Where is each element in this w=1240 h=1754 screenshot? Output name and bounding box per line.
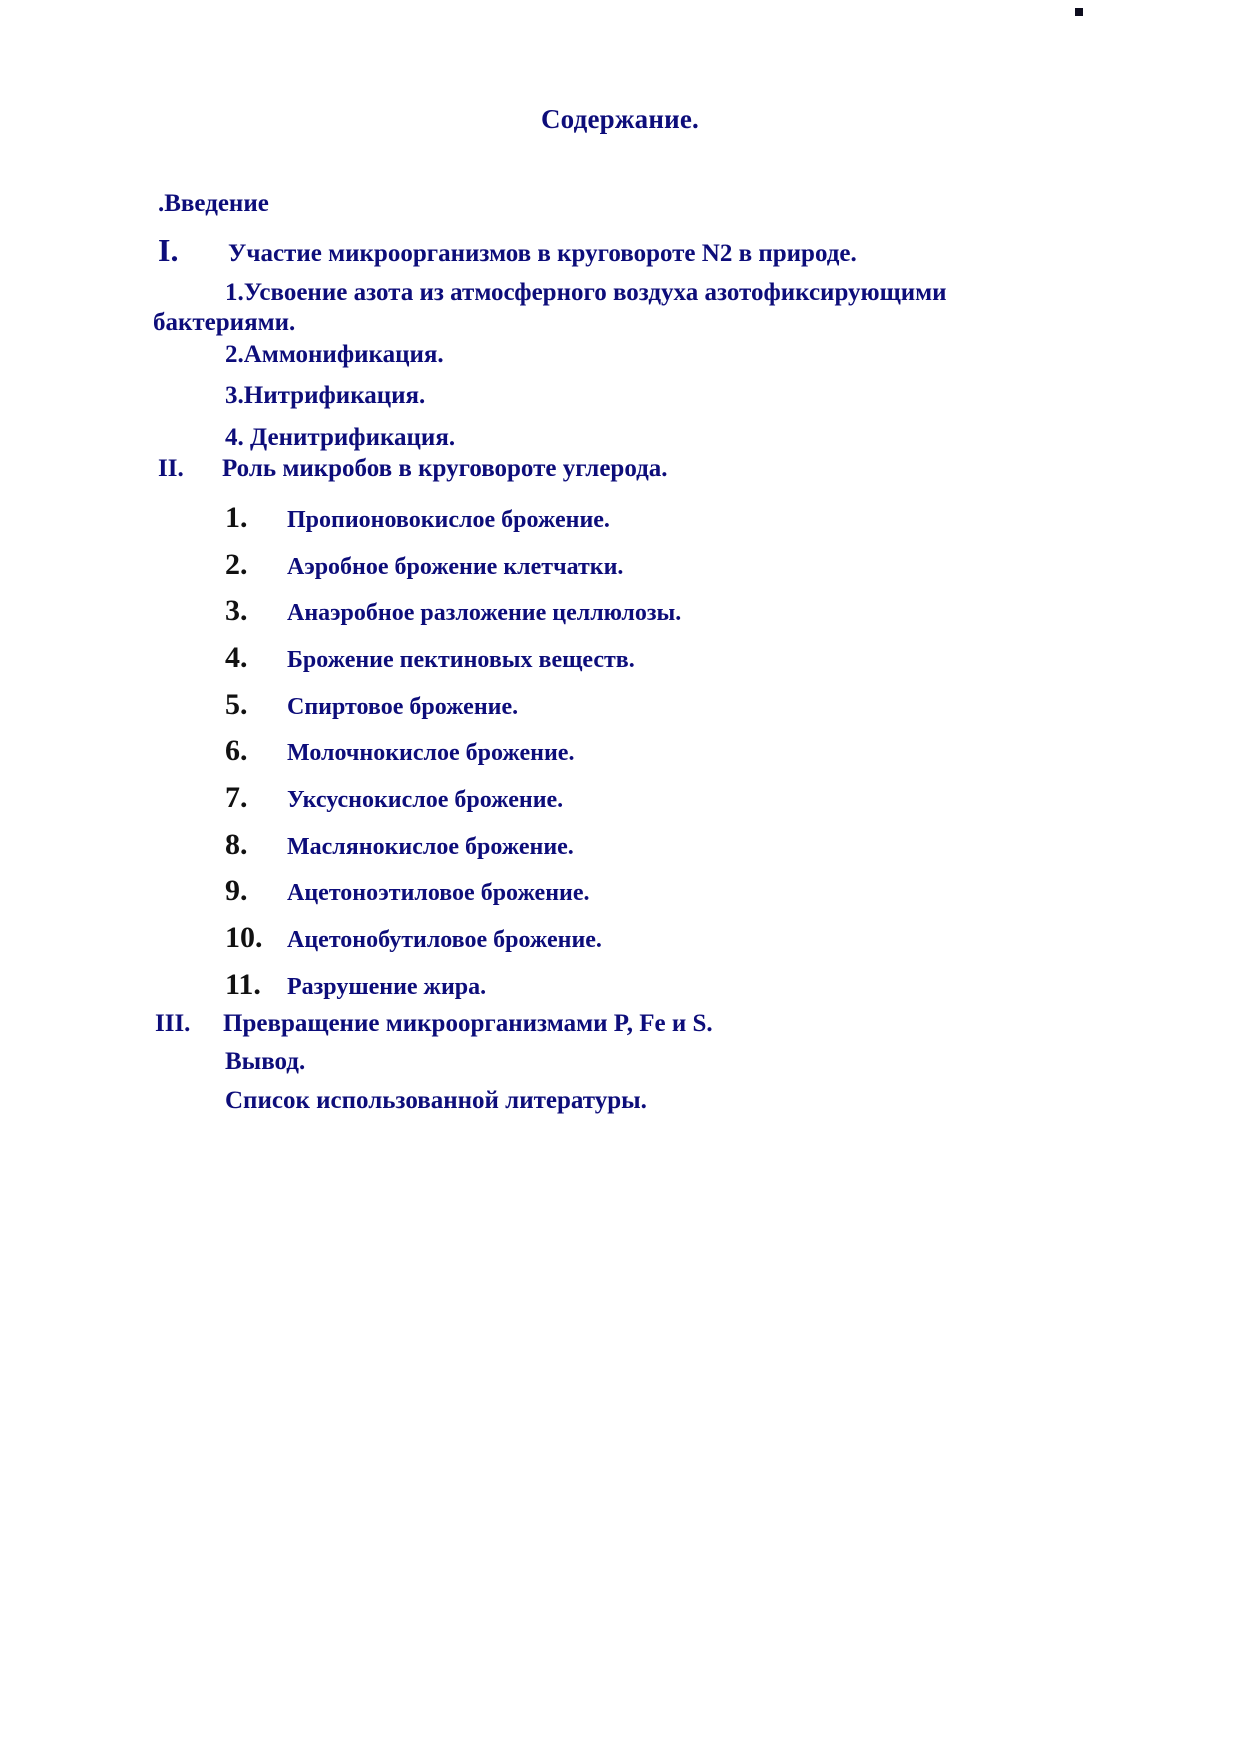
list-item-number: 1.	[225, 501, 248, 534]
list-item-label: Ацетонобутиловое брожение.	[287, 927, 602, 953]
toc-section-3-title: Превращение микроорганизмами P, Fe и S.	[223, 1010, 713, 1037]
list-item[interactable]	[225, 594, 681, 628]
list-item[interactable]	[225, 641, 635, 675]
list-item[interactable]	[225, 548, 623, 582]
list-item[interactable]	[225, 828, 574, 862]
list-item-number: 4.	[225, 641, 248, 674]
list-item-label: Маслянокислое брожение.	[287, 834, 574, 860]
toc-section-1[interactable]	[158, 232, 1058, 269]
list-item-number: 11.	[225, 968, 261, 1001]
list-item[interactable]	[225, 501, 610, 535]
toc-section-1-title: Участие микроорганизмов в круговороте N2 в природе.	[228, 240, 857, 267]
list-item-label: Пропионовокислое брожение.	[287, 507, 610, 533]
toc-section-1-item-4[interactable]: 4. Денитрификация.	[225, 424, 456, 451]
toc-section-3-numeral: III.	[155, 1010, 191, 1037]
list-item[interactable]	[225, 874, 590, 908]
list-item-label: Ацетоноэтиловое брожение.	[287, 880, 590, 906]
list-item[interactable]	[225, 968, 486, 1002]
toc-section-3[interactable]	[155, 1010, 1055, 1038]
list-item-number: 7.	[225, 781, 248, 814]
list-item[interactable]	[225, 688, 518, 722]
toc-section-2[interactable]	[158, 455, 1058, 483]
list-item-label: Брожение пектиновых веществ.	[287, 647, 635, 673]
list-item-label: Разрушение жира.	[287, 974, 487, 1000]
toc-section-1-item-2[interactable]: 2.Аммонификация.	[225, 341, 444, 368]
list-item-label: Спиртовое брожение.	[287, 694, 519, 720]
toc-section-1-numeral: I.	[158, 232, 179, 268]
list-item-number: 5.	[225, 688, 248, 721]
list-item-number: 3.	[225, 594, 248, 627]
toc-section-1-item-1[interactable]: 1.Усвоение азота из атмосферного воздуха азотофиксирующими бактериями.	[153, 279, 947, 336]
list-item-number: 10.	[225, 921, 263, 954]
list-item-label: Анаэробное разложение целлюлозы.	[287, 600, 682, 626]
list-item[interactable]	[225, 734, 574, 768]
toc-section-2-title: Роль микробов в круговороте углерода.	[222, 455, 668, 482]
page-title: Содержание.	[540, 104, 699, 134]
list-item[interactable]	[225, 781, 563, 815]
list-item-label: Уксуснокислое брожение.	[287, 787, 564, 813]
list-item-number: 8.	[225, 828, 248, 861]
toc-section-2-numeral: II.	[158, 455, 184, 482]
list-item[interactable]	[225, 921, 602, 955]
list-item-label: Аэробное брожение клетчатки.	[287, 554, 624, 580]
list-item-number: 6.	[225, 734, 248, 767]
toc-entry-introduction[interactable]: .Введение	[158, 190, 269, 217]
list-item-number: 9.	[225, 874, 248, 907]
toc-entry-references[interactable]: Список использованной литературы.	[225, 1087, 647, 1114]
toc-entry-conclusion[interactable]: Вывод.	[225, 1048, 306, 1075]
toc-section-1-item-3[interactable]: 3.Нитрификация.	[225, 382, 426, 409]
list-item-number: 2.	[225, 548, 248, 581]
list-item-label: Молочнокислое брожение.	[287, 740, 575, 766]
